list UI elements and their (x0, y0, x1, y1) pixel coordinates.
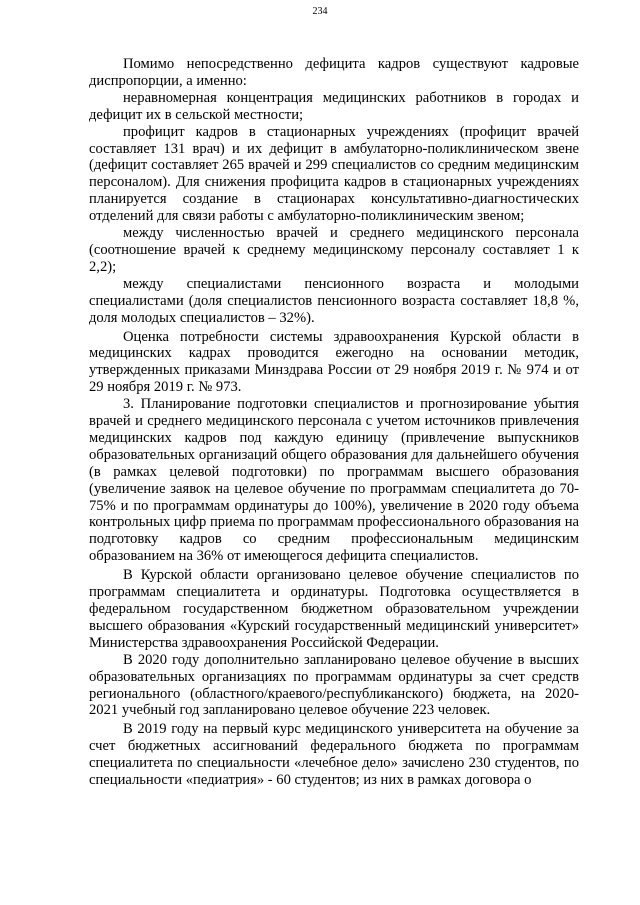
paragraph-item-age-structure: между специалистами пенсионного возраста и молодыми специалистами (доля специалистов пенсионного возраста составляет 18,8 %, доля молодых специалистов – 32%). (89, 275, 579, 326)
paragraph-intro: Помимо непосредственно дефицита кадров существуют кадровые диспропорции, а именно: (89, 56, 579, 89)
paragraph-needs-assessment: Оценка потребности системы здравоохранения Курской области в медицинских кадрах проводится ежегодно на основании методик, утвержденных приказами Минздрава России от 29 ноября 2019 г. № 974 и от 29 ноября 2019 г. № 973. (89, 328, 579, 396)
page-number: 234 (312, 6, 328, 17)
paragraph-section-3-planning: 3. Планирование подготовки специалистов и прогнозирование убытия врачей и среднего медицинского персонала с учетом источников привлечения медицинских кадров под каждую единицу (привлечение выпускников образовательных организаций общего образования для дальнейшего обучения (в рамках целевой подготовки) по программам высшего образования (увеличение заявок на целевое обучение по программам специалитета до 70-75% и по программам ординатуры до 100%), увеличение в 2020 году объема контрольных цифр приема по программам профессионального образования на подготовку кадров со средним профессиональным медицинским образованием на 36% от имеющегося дефицита специалистов. (89, 396, 579, 565)
paragraph-item-staff-ratio: между численностью врачей и среднего медицинского персонала (соотношение врачей к среднему медицинскому персоналу составляет 1 к 2,2); (89, 225, 579, 275)
paragraph-item-uneven-concentration: неравномерная концентрация медицинских работников в городах и дефицит их в сельской местности; (89, 89, 579, 123)
paragraph-item-inpatient-surplus: профицит кадров в стационарных учреждениях (профицит врачей составляет 131 врач) и их дефицит в амбулаторно-поликлиническом звене (дефицит составляет 265 врачей и 299 специалистов со средним медицинским персоналом). Для снижения профицита кадров в стационарных учреждениях планируется создание в стационарах консультативно-диагностических отделений для связи работы с амбулаторно-поликлиническим звеном; (89, 123, 579, 225)
document-body (89, 56, 579, 789)
paragraph-target-training: В Курской области организовано целевое обучение специалистов по программам специалитета и ординатуры. Подготовка осуществляется в федеральном государственном бюджетном образовательном учреждении высшего образования «Курский государственный медицинский университет» Министерства здравоохранения Российской Федерации. (89, 567, 579, 651)
paragraph-2019-enrollment: В 2019 году на первый курс медицинского университета на обучение за счет бюджетных ассигнований федерального бюджета по программам специалитета по специальности «лечебное дело» зачислено 230 студентов, по специальности «педиатрия» - 60 студентов; из них в рамках договора о (89, 721, 579, 789)
paragraph-2020-residency: В 2020 году дополнительно запланировано целевое обучение в высших образовательных организациях по программам ординатуры за счет средств регионального (областного/краевого/республиканского) бюджета, на 2020-2021 учебный год запланировано целевое обучение 223 человек. (89, 651, 579, 719)
